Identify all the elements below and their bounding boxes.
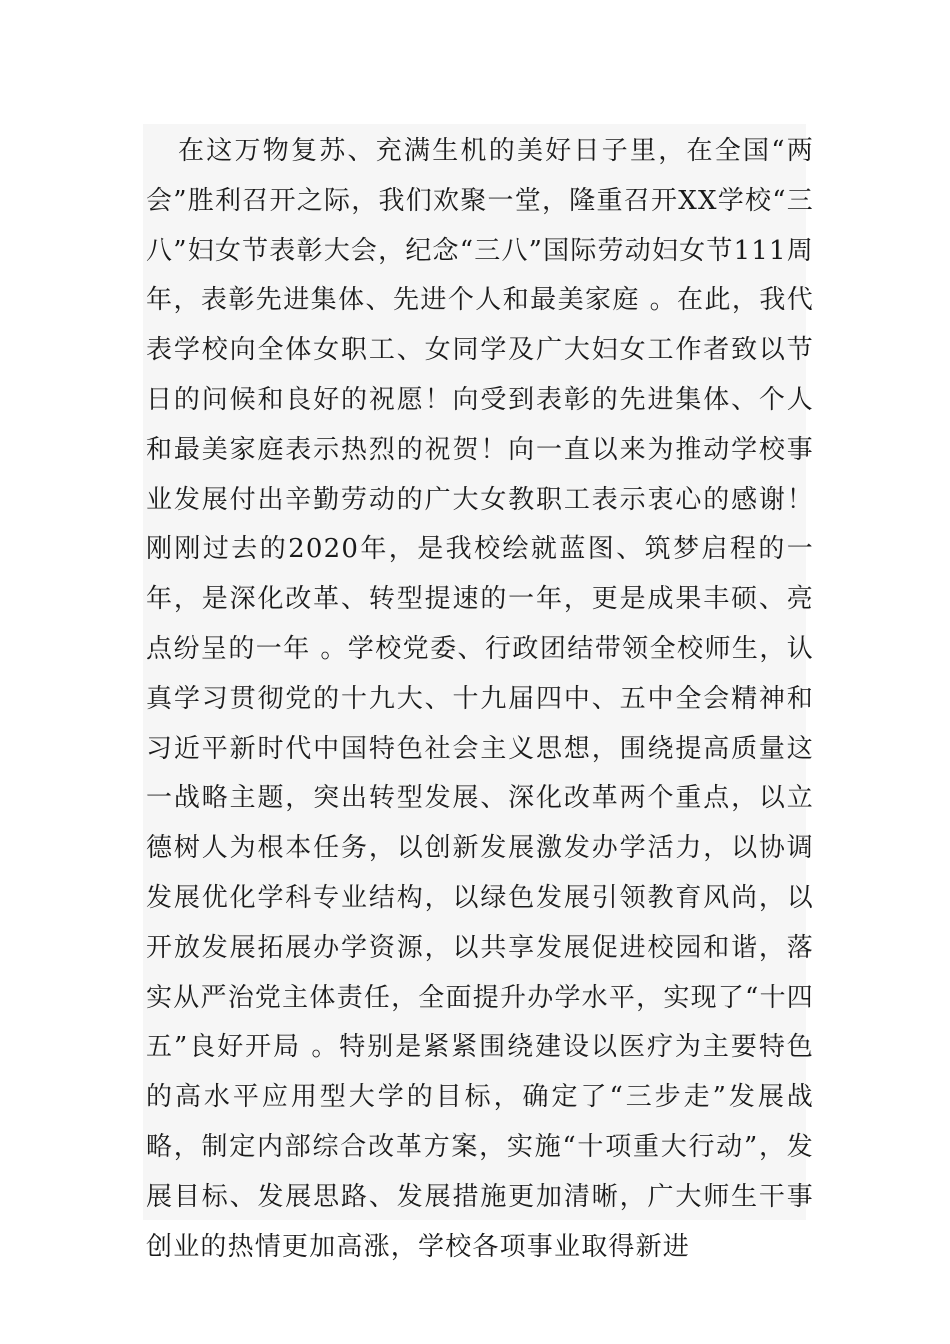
body-paragraph: 在这万物复苏、充满生机的美好日子里，在全国“两会”胜利召开之际，我们欢聚一堂，隆重召开XX学校“三八”妇女节表彰大会，纪念“三八”国际劳动妇女节111周年，表彰先进集体、先进个人和最美家庭 。在此，我代表学校向全体女职工、女同学及广大妇女工作者致以节日的问候和良好的祝愿！向受到表彰的先进集体、个人和最美家庭表示热烈的祝贺！向一直以来为推动学校事业发展付出辛勤劳动的广大女教职工表示衷心的感谢！ 刚刚过去的2020年，是我校绘就蓝图、筑梦启程的一年，是深化改革、转型提速的一年，更是成果丰硕、亮点纷呈的一年 。学校党委、行政团结带领全校师生，认真学习贯彻党的十九大、十九届四中、五中全会精神和习近平新时代中国特色社会主义思想，围绕提高质量这一战略主题，突出转型发展、深化改革两个重点，以立德树人为根本任务，以创新发展激发办学活力，以协调发展优化学科专业结构，以绿色发展引领教育风尚，以开放发展拓展办学资源，以共享发展促进校园和谐，落实从严治党主体责任，全面提升办学水平，实现了“十四五”良好开局 。特别是紧紧围绕建设以医疗为主要特色的高水平应用型大学的目标，确定了“三步走”发展战略，制定内部综合改革方案，实施“十项重大行动”，发展目标、发展思路、发展措施更加清晰，广大师生干事创业的热情更加高涨，学校各项事业取得新进 bbox=[146, 136, 814, 1262]
